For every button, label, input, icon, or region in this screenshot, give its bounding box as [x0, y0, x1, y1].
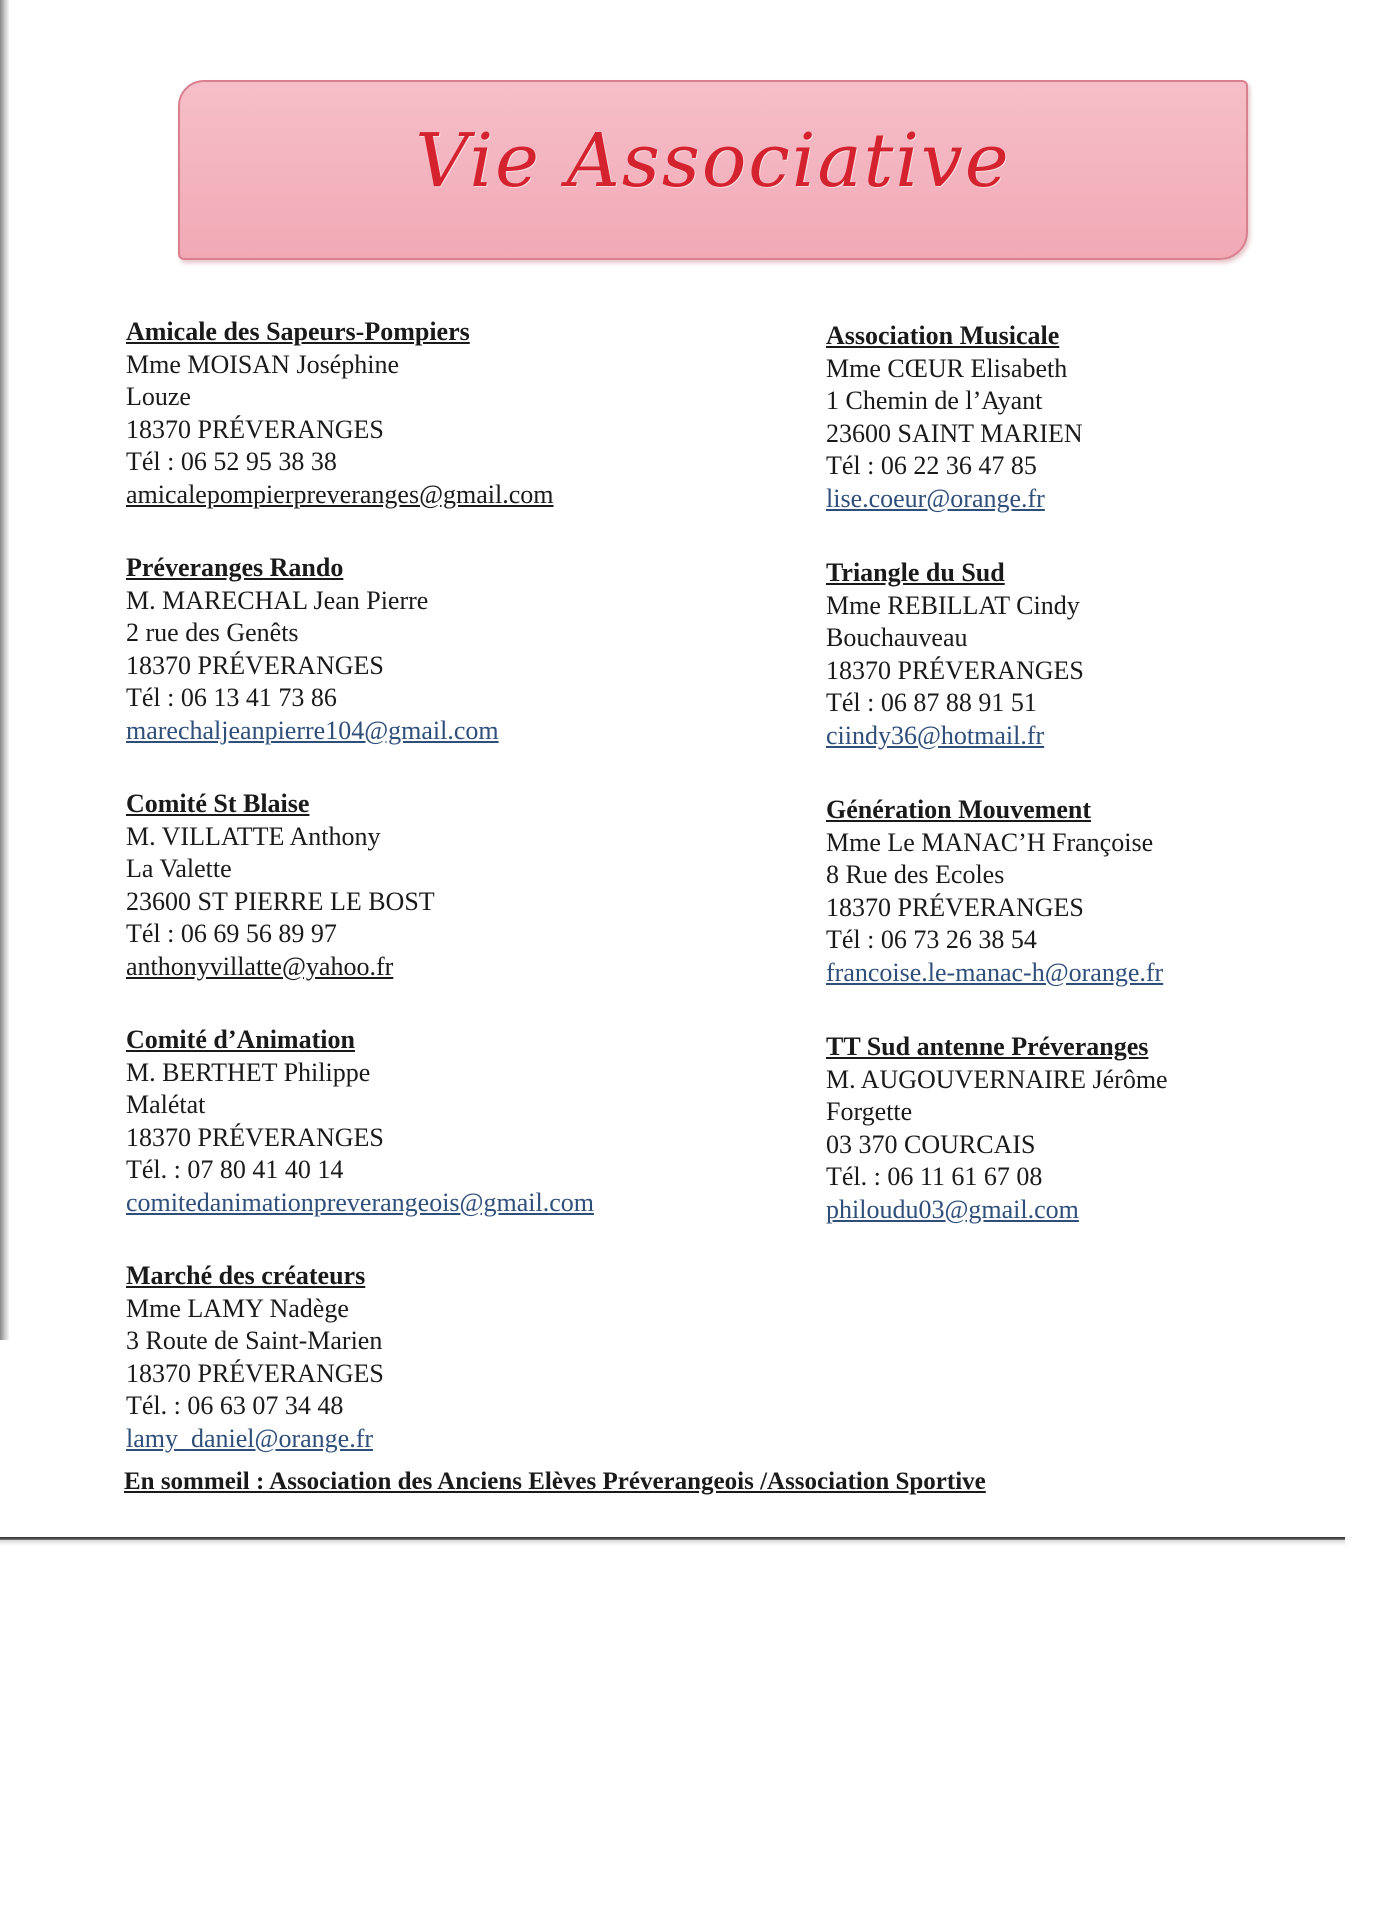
contact-name: M. BERTHET Philippe — [126, 1057, 371, 1087]
address-line: 23600 ST PIERRE LE BOST — [126, 886, 435, 916]
address-line: 2 rue des Genêts — [126, 618, 299, 647]
contact-name: M. AUGOUVERNAIRE Jérôme — [826, 1064, 1168, 1094]
association-entry — [126, 788, 686, 983]
address-line: 18370 PRÉVERANGES — [126, 1358, 384, 1388]
page-title: Vie Associative — [415, 118, 1011, 204]
association-entry — [826, 557, 1386, 752]
email-link[interactable]: philoudu03@gmail.com — [826, 1194, 1079, 1224]
association-entry — [126, 316, 686, 511]
email-link[interactable]: comitedanimationpreverangeois@gmail.com — [126, 1187, 594, 1217]
association-name: Triangle du Sud — [826, 558, 1005, 587]
phone: Tél : 06 52 95 38 38 — [126, 447, 337, 476]
email-link[interactable]: ciindy36@hotmail.fr — [826, 720, 1045, 750]
contact-name: Mme MOISAN Joséphine — [126, 349, 399, 379]
address-line: Malétat — [126, 1090, 206, 1119]
address-line: Forgette — [826, 1097, 913, 1126]
association-entry — [826, 320, 1386, 515]
phone: Tél : 06 22 36 47 85 — [826, 451, 1037, 480]
phone: Tél. : 06 11 61 67 08 — [826, 1162, 1043, 1191]
address-line: 03 370 COURCAIS — [826, 1129, 1036, 1159]
association-name: Comité d’Animation — [126, 1025, 355, 1054]
header-banner — [178, 80, 1248, 260]
contact-name: Mme REBILLAT Cindy — [826, 590, 1080, 620]
address-line: 18370 PRÉVERANGES — [126, 414, 384, 444]
phone: Tél. : 07 80 41 40 14 — [126, 1155, 344, 1184]
scan-edge — [0, 0, 9, 1340]
contact-name: Mme LAMY Nadège — [126, 1293, 349, 1323]
address-line: 18370 PRÉVERANGES — [826, 655, 1084, 685]
phone: Tél : 06 87 88 91 51 — [826, 688, 1037, 717]
association-entry — [826, 1031, 1386, 1226]
address-line: 1 Chemin de l’Ayant — [826, 386, 1043, 415]
address-line: 8 Rue des Ecoles — [826, 860, 1005, 889]
right-column — [826, 320, 1386, 1268]
association-entry — [126, 1260, 686, 1455]
page-bottom-shadow — [0, 1540, 1345, 1546]
phone: Tél : 06 73 26 38 54 — [826, 925, 1037, 954]
phone: Tél : 06 69 56 89 97 — [126, 919, 337, 948]
address-line: 18370 PRÉVERANGES — [126, 650, 384, 680]
dormant-associations-note: En sommeil : Association des Anciens Elèves Préverangeois /Association Sportive — [124, 1468, 986, 1495]
contact-name: M. VILLATTE Anthony — [126, 821, 381, 851]
left-column — [126, 316, 686, 1496]
association-name: TT Sud antenne Préveranges — [826, 1032, 1149, 1061]
association-entry — [126, 1024, 686, 1219]
association-name: Comité St Blaise — [126, 789, 310, 818]
address-line: 3 Route de Saint-Marien — [126, 1326, 383, 1355]
association-name: Amicale des Sapeurs-Pompiers — [126, 317, 470, 346]
email-link[interactable]: amicalepompierpreveranges@gmail.com — [126, 479, 554, 509]
association-name: Association Musicale — [826, 321, 1060, 350]
email-link[interactable]: francoise.le-manac-h@orange.fr — [826, 957, 1164, 987]
address-line: Louze — [126, 382, 191, 411]
association-name: Préveranges Rando — [126, 553, 344, 582]
phone: Tél. : 06 63 07 34 48 — [126, 1391, 344, 1420]
association-entry — [826, 794, 1386, 989]
address-line: 23600 SAINT MARIEN — [826, 418, 1083, 448]
phone: Tél : 06 13 41 73 86 — [126, 683, 337, 712]
address-line: 18370 PRÉVERANGES — [826, 892, 1084, 922]
contact-name: M. MARECHAL Jean Pierre — [126, 585, 429, 615]
email-link[interactable]: anthonyvillatte@yahoo.fr — [126, 951, 394, 981]
address-line: Bouchauveau — [826, 623, 968, 652]
association-name: Marché des créateurs — [126, 1261, 366, 1290]
email-link[interactable]: lise.coeur@orange.fr — [826, 483, 1045, 513]
address-line: 18370 PRÉVERANGES — [126, 1122, 384, 1152]
address-line: La Valette — [126, 854, 232, 883]
association-entry — [126, 552, 686, 747]
association-name: Génération Mouvement — [826, 795, 1092, 824]
contact-name: Mme CŒUR Elisabeth — [826, 353, 1068, 383]
contact-name: Mme Le MANAC’H Françoise — [826, 827, 1154, 857]
email-link[interactable]: marechaljeanpierre104@gmail.com — [126, 715, 499, 745]
email-link[interactable]: lamy_daniel@orange.fr — [126, 1423, 374, 1453]
